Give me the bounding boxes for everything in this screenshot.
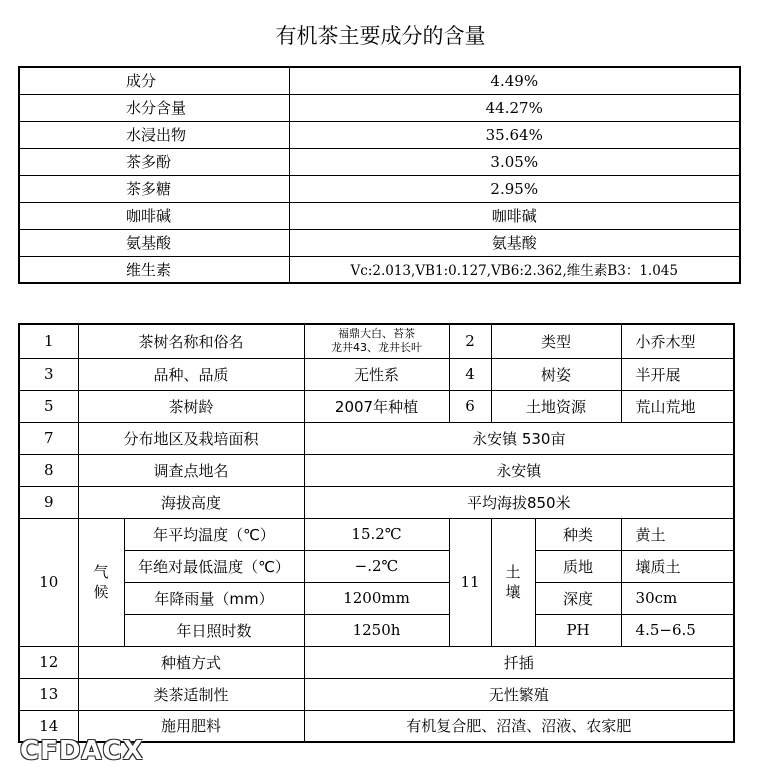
row-number: 8 <box>19 454 78 486</box>
composition-name: 水浸出物 <box>19 121 289 148</box>
value-line: 龙井43、龙井长叶 <box>331 341 423 355</box>
composition-name: 氨基酸 <box>19 229 289 256</box>
composition-value: 3.05% <box>289 148 740 175</box>
field-value: 黄土 <box>621 518 734 550</box>
soil-group-label <box>491 518 535 646</box>
table-row <box>19 422 734 454</box>
row-number: 13 <box>19 678 78 710</box>
table-row <box>19 454 734 486</box>
composition-value: 咖啡碱 <box>289 202 740 229</box>
value-line: 福鼎大白、苔茶 <box>338 327 416 341</box>
table-row <box>19 518 734 550</box>
field-label: 茶树名称和俗名 <box>78 324 304 358</box>
table-row <box>19 390 734 422</box>
row-number: 14 <box>19 710 78 742</box>
group-label-text: 土壤 <box>505 563 521 601</box>
table-row <box>19 358 734 390</box>
field-label: 树姿 <box>491 358 621 390</box>
table-row <box>19 550 734 582</box>
field-label: 种植方式 <box>78 646 304 678</box>
field-label: 年降雨量（mm） <box>124 582 304 614</box>
row-number: 5 <box>19 390 78 422</box>
composition-value: 44.27% <box>289 94 740 121</box>
row-number: 12 <box>19 646 78 678</box>
composition-name: 咖啡碱 <box>19 202 289 229</box>
climate-group-label <box>78 518 124 646</box>
field-label: 类型 <box>491 324 621 358</box>
tea-info-table <box>18 323 735 743</box>
field-value: 有机复合肥、沼渣、沼液、农家肥 <box>304 710 734 742</box>
table-row <box>19 646 734 678</box>
table-row <box>19 121 740 148</box>
field-value-multiline <box>304 324 449 358</box>
field-label: 种类 <box>535 518 621 550</box>
field-value: 平均海拔850米 <box>304 486 734 518</box>
composition-value: 35.64% <box>289 121 740 148</box>
field-label: PH <box>535 614 621 646</box>
field-label: 年平均温度（℃） <box>124 518 304 550</box>
page-title: 有机茶主要成分的含量 <box>275 24 486 48</box>
watermark-logo: CFDACX <box>20 736 144 766</box>
composition-value: 氨基酸 <box>289 229 740 256</box>
group-label-text: 气候 <box>93 563 109 601</box>
composition-name: 成分 <box>19 67 289 94</box>
field-label: 年日照时数 <box>124 614 304 646</box>
field-label: 深度 <box>535 582 621 614</box>
row-number: 9 <box>19 486 78 518</box>
field-value: 小乔木型 <box>621 324 734 358</box>
row-number: 11 <box>449 518 491 646</box>
table-row <box>19 148 740 175</box>
field-value: 无性繁殖 <box>304 678 734 710</box>
table-row <box>19 229 740 256</box>
field-value: 壤质土 <box>621 550 734 582</box>
table-row <box>19 678 734 710</box>
composition-value: 4.49% <box>289 67 740 94</box>
row-number: 4 <box>449 358 491 390</box>
field-label: 施用肥料 <box>78 710 304 742</box>
composition-value: 2.95% <box>289 175 740 202</box>
field-value: 15.2℃ <box>304 518 449 550</box>
field-value: 1250h <box>304 614 449 646</box>
table-row <box>19 67 740 94</box>
table-row <box>19 614 734 646</box>
table-row <box>19 324 734 358</box>
row-number: 6 <box>449 390 491 422</box>
row-number: 7 <box>19 422 78 454</box>
row-number: 2 <box>449 324 491 358</box>
field-value: 荒山荒地 <box>621 390 734 422</box>
field-value: 1200mm <box>304 582 449 614</box>
field-label: 海拔高度 <box>78 486 304 518</box>
field-label: 品种、品质 <box>78 358 304 390</box>
row-number: 3 <box>19 358 78 390</box>
composition-value: Vc:2.013,VB1:0.127,VB6:2.362,维生素B3：1.045 <box>289 256 740 283</box>
field-value: 无性系 <box>304 358 449 390</box>
row-number: 10 <box>19 518 78 646</box>
field-label: 分布地区及栽培面积 <box>78 422 304 454</box>
field-label: 茶树龄 <box>78 390 304 422</box>
field-label: 年绝对最低温度（℃） <box>124 550 304 582</box>
field-value: 30cm <box>621 582 734 614</box>
field-value: 永安镇 530亩 <box>304 422 734 454</box>
table-row <box>19 202 740 229</box>
composition-name: 茶多糖 <box>19 175 289 202</box>
field-value: 半开展 <box>621 358 734 390</box>
field-value: 2007年种植 <box>304 390 449 422</box>
field-label: 土地资源 <box>491 390 621 422</box>
field-label: 类茶适制性 <box>78 678 304 710</box>
composition-name: 茶多酚 <box>19 148 289 175</box>
field-label: 质地 <box>535 550 621 582</box>
field-value: 4.5−6.5 <box>621 614 734 646</box>
field-label: 调查点地名 <box>78 454 304 486</box>
table-row <box>19 486 734 518</box>
table-row <box>19 175 740 202</box>
composition-name: 维生素 <box>19 256 289 283</box>
table-row <box>19 256 740 283</box>
composition-name: 水分含量 <box>19 94 289 121</box>
row-number: 1 <box>19 324 78 358</box>
field-value: 永安镇 <box>304 454 734 486</box>
field-value: 扦插 <box>304 646 734 678</box>
table-row <box>19 94 740 121</box>
table-row <box>19 582 734 614</box>
composition-table <box>18 66 741 284</box>
field-value: −.2℃ <box>304 550 449 582</box>
